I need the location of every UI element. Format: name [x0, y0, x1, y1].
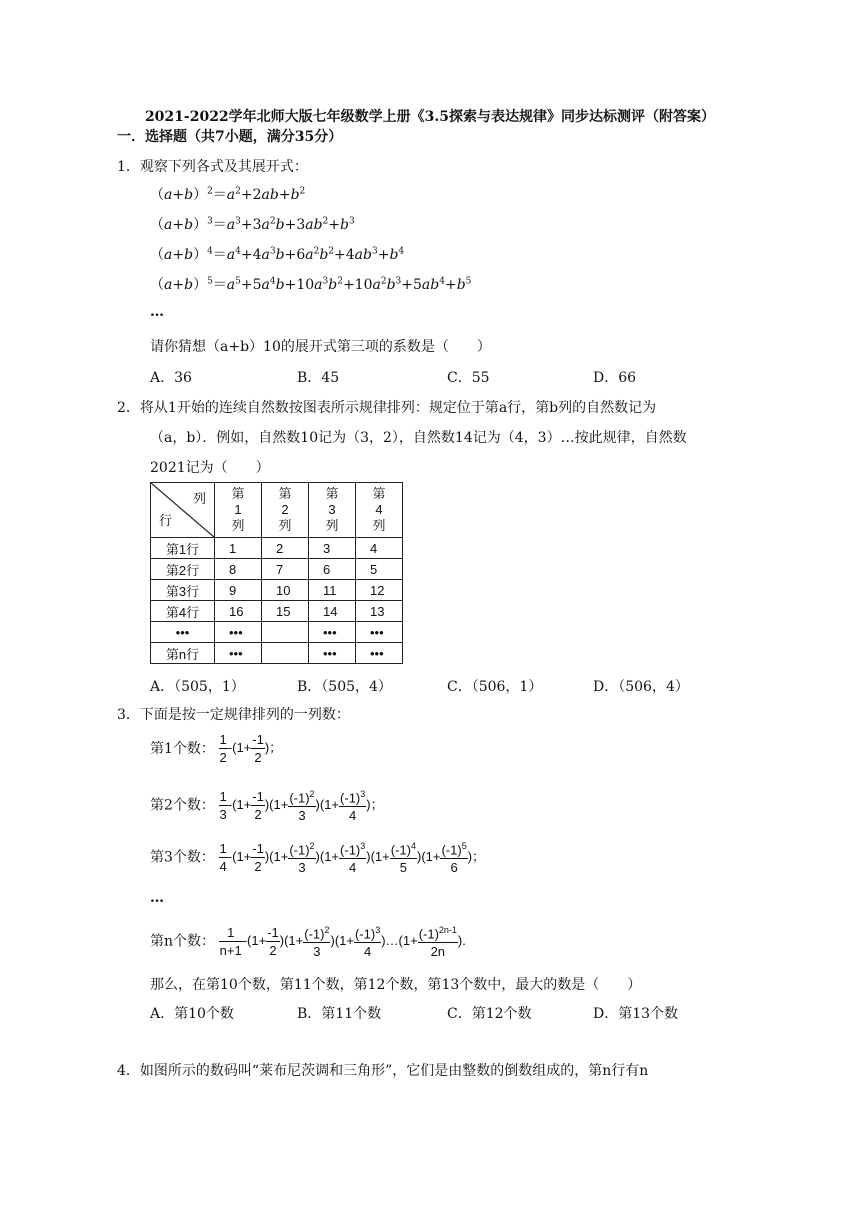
- q3-option-d: D．第13个数: [593, 1006, 679, 1022]
- table-corner-cell: [151, 483, 215, 538]
- table-row: ••• ••• ••• •••: [151, 622, 403, 643]
- q3-option-b: B．第11个数: [297, 1006, 382, 1022]
- q2-line3: 2021记为（ ）: [150, 460, 270, 476]
- q1-option-b: B．45: [297, 370, 340, 386]
- section-heading: 一．选择题（共7小题，满分35分）: [117, 129, 343, 145]
- q1-ellipsis: …: [150, 304, 164, 320]
- q4-line1: 4．如图所示的数码叫“莱布尼茨调和三角形”，它们是由整数的倒数组成的，第n行有n: [117, 1063, 649, 1079]
- q1-option-c: C．55: [447, 370, 490, 386]
- q1-expansion-5: $(a+b)^5=a^5+5a^4b+10a^3b^2+10a^2b^3+5ab^4+b^5$: [150, 276, 472, 293]
- q3-option-c: C．第12个数: [447, 1006, 532, 1022]
- col-head-3: 第 3 列: [309, 483, 356, 538]
- number-arrangement-table: [150, 482, 403, 664]
- q1-expansion-2: $(a+b)^2=a^2+2ab+b^2$: [150, 186, 306, 203]
- q2-line1: 2．将从1开始的连续自然数按图表所示规律排列：规定位于第a行，第b列的自然数记为: [117, 400, 657, 416]
- table-row: 第2行 8 7 6 5: [151, 559, 403, 580]
- table-row: 第3行 9 10 11 12: [151, 580, 403, 601]
- q1-stem: 1．观察下列各式及其展开式：: [117, 159, 308, 175]
- table-row: 第n行 ••• ••• •••: [151, 643, 403, 664]
- q2-line2: （a，b）．例如，自然数10记为（3，2），自然数14记为（4，3）…按此规律，自然数: [150, 430, 687, 446]
- q3-item-n: 第n个数： $\frac{1}{n+1}$ -(1+ $\frac{-1}{2}$ )(1+ $\frac{(-1)^2}{3}$ )(1+ $\frac{(-1)^3}{4}$ )…(1+ $\frac{(-1)^{2n-1}}{2n}$ ).: [150, 922, 466, 960]
- q2-option-b: B．（505，4）: [297, 679, 392, 695]
- col-head-4: 第 4 列: [356, 483, 403, 538]
- q3-item-1: 第1个数： $\frac{1}{2}$ -(1+ $\frac{-1}{2}$ )；: [150, 732, 283, 765]
- q1-expansion-3: $(a+b)^3=a^3+3a^2b+3ab^2+b^3$: [150, 216, 355, 233]
- q3-item-3: 第3个数： $\frac{1}{4}$ -(1+ $\frac{-1}{2}$ )(1+ $\frac{(-1)^2}{3}$ )(1+ $\frac{(-1)^3}{4}$ )(1+ $\frac{(-1)^4}{5}$ )(1+ $\frac{(-1)^5}{6}$ )；: [150, 838, 485, 876]
- q2-option-d: D．（506，4）: [593, 679, 689, 695]
- col-head-1: 第 1 列: [215, 483, 262, 538]
- q1-ask: 请你猜想（a+b）10的展开式第三项的系数是（ ）: [150, 339, 491, 355]
- q1-option-d: D．66: [593, 370, 637, 386]
- q3-option-a: A．第10个数: [150, 1006, 234, 1022]
- table-row: 第4行 16 15 14 13: [151, 601, 403, 622]
- table-row: 第1行 1 2 3 4: [151, 538, 403, 559]
- corner-col-label: 列: [192, 491, 206, 506]
- q2-option-a: A．（505，1）: [150, 679, 245, 695]
- page-title: 2021-2022学年北师大版七年级数学上册《3.5探索与表达规律》同步达标测评（附答案）: [144, 109, 716, 125]
- q2-option-c: C．（506，1）: [447, 679, 543, 695]
- q3-ask: 那么，在第10个数，第11个数，第12个数，第13个数中，最大的数是（ ）: [150, 977, 642, 993]
- corner-row-label: 行: [159, 513, 173, 528]
- q3-stem: 3．下面是按一定规律排列的一列数：: [117, 707, 350, 723]
- q1-option-a: A．36: [150, 370, 192, 386]
- q3-ellipsis: …: [150, 890, 164, 906]
- q3-item-2: 第2个数： $\frac{1}{3}$ -(1+ $\frac{-1}{2}$ )(1+ $\frac{(-1)^2}{3}$ )(1+ $\frac{(-1)^3}{4}$ )；: [150, 786, 384, 824]
- col-head-2: 第 2 列: [262, 483, 309, 538]
- q1-expansion-4: $(a+b)^4=a^4+4a^3b+6a^2b^2+4ab^3+b^4$: [150, 246, 405, 263]
